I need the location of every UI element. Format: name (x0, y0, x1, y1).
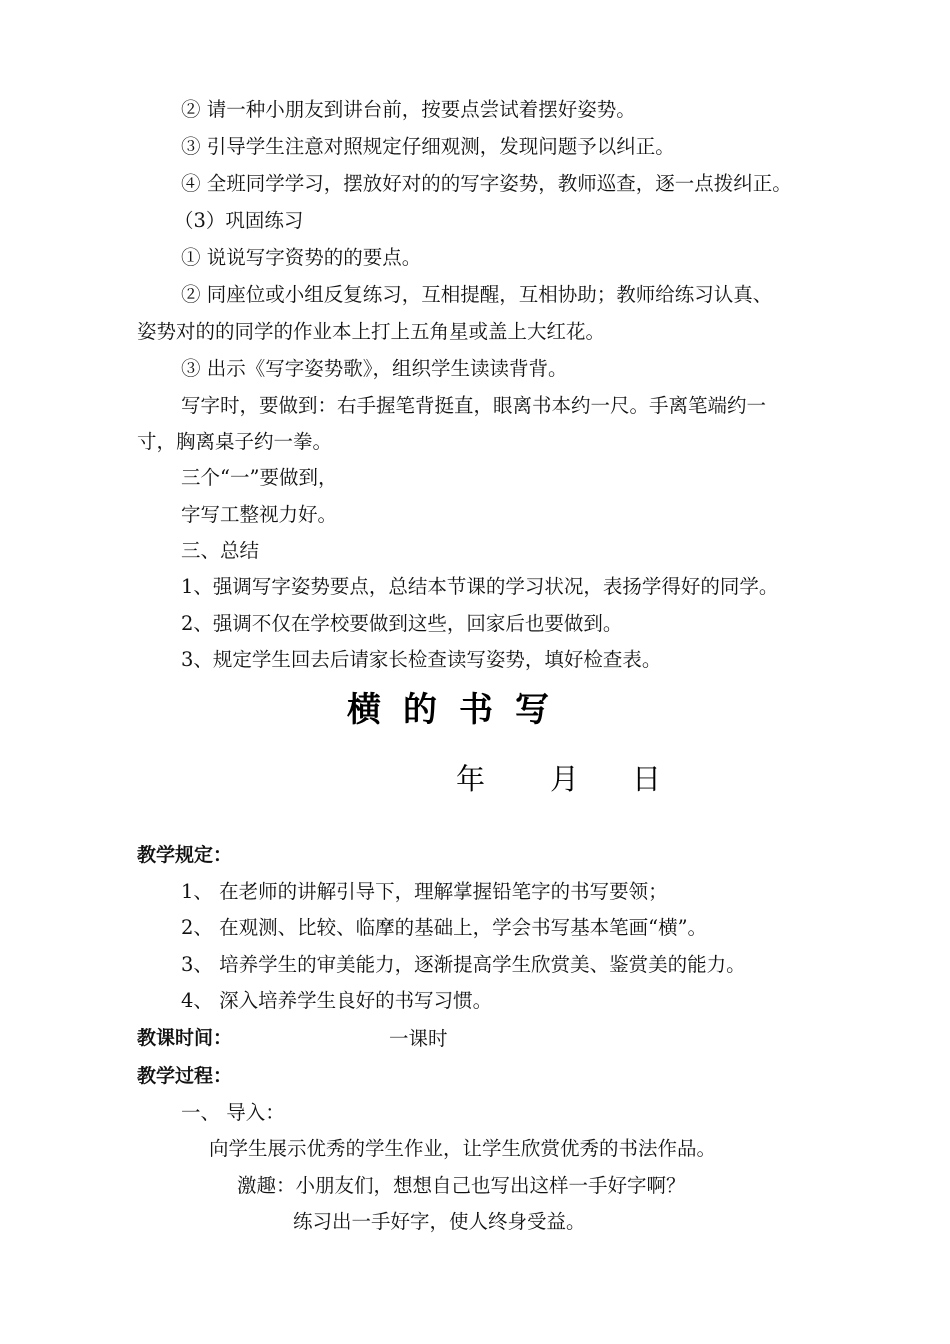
date-year: 年 (456, 762, 486, 796)
process-step: 一、 导入： (181, 1101, 285, 1124)
text-line: ③ 引导学生注意对照规定仔细观测，发现问题予以纠正。 (181, 135, 675, 158)
process-label: 教学过程： (137, 1065, 233, 1087)
section-heading: 三、总结 (181, 539, 260, 562)
lesson-title: 横的书写 (347, 690, 571, 730)
requirement-item: 3、 培养学生的审美能力，逐渐提高学生欣赏美、鉴赏美的能力。 (181, 953, 746, 976)
text-line: ④ 全班同学学习，摆放好对的的写字姿势，教师巡查，逐一点拨纠正。 (181, 172, 792, 195)
text-line: ③ 出示《写字姿势歌》，组织学生读读背背。 (181, 357, 568, 380)
date-month: 月 (550, 762, 580, 796)
text-line: 字写工整视力好。 (181, 503, 338, 526)
text-line: 3、规定学生回去后请家长检查读写姿势，填好检查表。 (181, 648, 662, 671)
requirements-label: 教学规定： (137, 844, 233, 866)
text-line: 写字时，要做到：右手握笔背挺直，眼离书本约一尺。手离笔端约一 (181, 394, 767, 417)
text-line: 寸，胸离桌子约一拳。 (137, 430, 333, 453)
text-line: 1、强调写字姿势要点，总结本节课的学习状况，表扬学得好的同学。 (181, 575, 779, 598)
text-line: ② 同座位或小组反复练习，互相提醒，互相协助；教师给练习认真、 (181, 283, 773, 306)
process-step: 向学生展示优秀的学生作业，让学生欣赏优秀的书法作品。 (209, 1137, 717, 1160)
process-step: 激趣：小朋友们，想想自己也写出这样一手好字啊？ (237, 1174, 686, 1197)
requirement-item: 1、 在老师的讲解引导下，理解掌握铅笔字的书写要领； (181, 880, 668, 903)
time-label: 教课时间： (137, 1027, 233, 1049)
subsection-heading: （3）巩固练习 (174, 209, 304, 232)
date-day: 日 (632, 762, 662, 796)
text-line: 2、强调不仅在学校要做到这些，回家后也要做到。 (181, 612, 623, 635)
text-line: ① 说说写字资势的的要点。 (181, 246, 422, 269)
text-line: 姿势对的的同学的作业本上打上五角星或盖上大红花。 (137, 320, 606, 343)
process-step: 练习出一手好字，使人终身受益。 (293, 1210, 586, 1233)
requirement-item: 2、 在观测、比较、临摩的基础上，学会书写基本笔画“横”。 (181, 916, 708, 939)
requirement-item: 4、 深入培养学生良好的书写习惯。 (181, 989, 493, 1012)
time-value: 一课时 (389, 1027, 448, 1050)
text-line: ② 请一种小朋友到讲台前，按要点尝试着摆好姿势。 (181, 98, 636, 121)
text-line: 三个“一”要做到， (181, 466, 338, 489)
